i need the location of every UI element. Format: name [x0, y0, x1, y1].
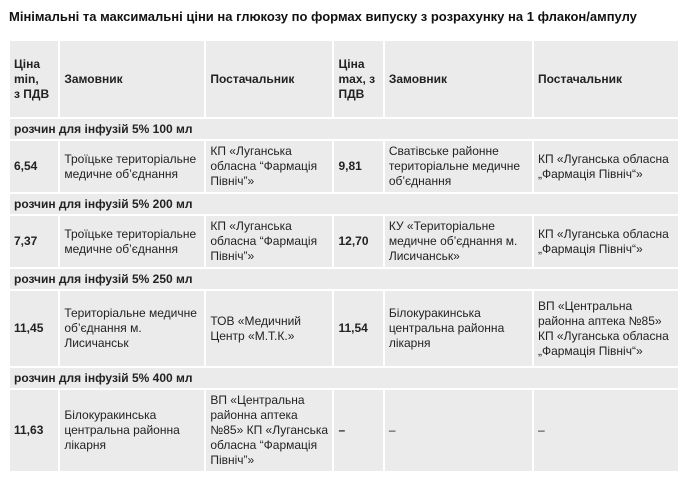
- section-label: розчин для інфузій 5% 100 мл: [10, 119, 678, 139]
- header-customer-min: Замовник: [60, 41, 204, 117]
- section-row: [10, 119, 678, 139]
- header-supplier-max: Постачальник: [534, 41, 678, 117]
- header-supplier-min: Постачальник: [206, 41, 332, 117]
- section-label: розчин для інфузій 5% 250 мл: [10, 269, 678, 289]
- header-price-max: [334, 41, 382, 117]
- min-price-cell: 6,54: [10, 141, 58, 192]
- min-customer-cell: Троїцьке територіальне медичне об’єднання: [60, 141, 204, 192]
- max-price-cell: –: [334, 390, 382, 471]
- section-label: розчин для інфузій 5% 200 мл: [10, 194, 678, 214]
- section-row: [10, 194, 678, 214]
- max-customer-cell: КУ «Територіальне медичне об’єднання м. Лисичанськ»: [385, 216, 532, 267]
- min-supplier-cell: ТОВ «Медичний Центр «М.Т.К.»: [206, 291, 332, 366]
- page-title: Мінімальні та максимальні ціни на глюкозу по формах випуску з розрахунку на 1 флакон/ампулу: [9, 9, 637, 24]
- header-price-min-line1: Ціна: [14, 56, 41, 71]
- max-price-cell: 9,81: [334, 141, 382, 192]
- section-row: [10, 368, 678, 388]
- min-supplier-cell: ВП «Центральна районна аптека №85» КП «Луганська обласна “Фармація Північ”»: [206, 390, 332, 471]
- table-row: [10, 291, 678, 366]
- max-supplier-cell: ВП «Центральна районна аптека №85» КП «Луганська обласна „Фармація Північ“»: [534, 291, 678, 366]
- min-price-cell: 7,37: [10, 216, 58, 267]
- max-price-cell: 11,54: [334, 291, 382, 366]
- max-customer-cell: –: [385, 390, 532, 471]
- max-supplier-cell: –: [534, 390, 678, 471]
- max-supplier-cell: КП «Луганська обласна „Фармація Північ“»: [534, 216, 678, 267]
- min-customer-cell: Білокуракинська центральна районна лікарня: [60, 390, 204, 471]
- max-customer-cell: Білокуракинська центральна районна лікарня: [385, 291, 532, 366]
- table-row: [10, 141, 678, 192]
- section-label: розчин для інфузій 5% 400 мл: [10, 368, 678, 388]
- header-customer-max: Замовник: [385, 41, 532, 117]
- max-customer-cell: Сватівське районне територіальне медичне об’єднання: [385, 141, 532, 192]
- min-price-cell: 11,45: [10, 291, 58, 366]
- table-row: [10, 216, 678, 267]
- header-price-max-line2: max, з: [338, 71, 376, 86]
- table-header-row: [10, 41, 678, 117]
- header-price-min-line2: min,: [14, 71, 39, 86]
- header-price-max-line3: ПДВ: [338, 86, 365, 101]
- min-supplier-cell: КП «Луганська обласна “Фармація Північ”»: [206, 216, 332, 267]
- min-customer-cell: Територіальне медичне об’єднання м. Лисичанськ: [60, 291, 204, 366]
- section-row: [10, 269, 678, 289]
- max-price-cell: 12,70: [334, 216, 382, 267]
- min-price-cell: 11,63: [10, 390, 58, 471]
- min-customer-cell: Троїцьке територіальне медичне об’єднання: [60, 216, 204, 267]
- header-price-min: [10, 41, 58, 117]
- min-supplier-cell: КП «Луганська обласна “Фармація Північ”»: [206, 141, 332, 192]
- price-table: [8, 39, 680, 473]
- header-price-min-line3: з ПДВ: [14, 86, 50, 101]
- max-supplier-cell: КП «Луганська обласна „Фармація Північ“»: [534, 141, 678, 192]
- header-price-max-line1: Ціна: [338, 56, 365, 71]
- table-row: [10, 390, 678, 471]
